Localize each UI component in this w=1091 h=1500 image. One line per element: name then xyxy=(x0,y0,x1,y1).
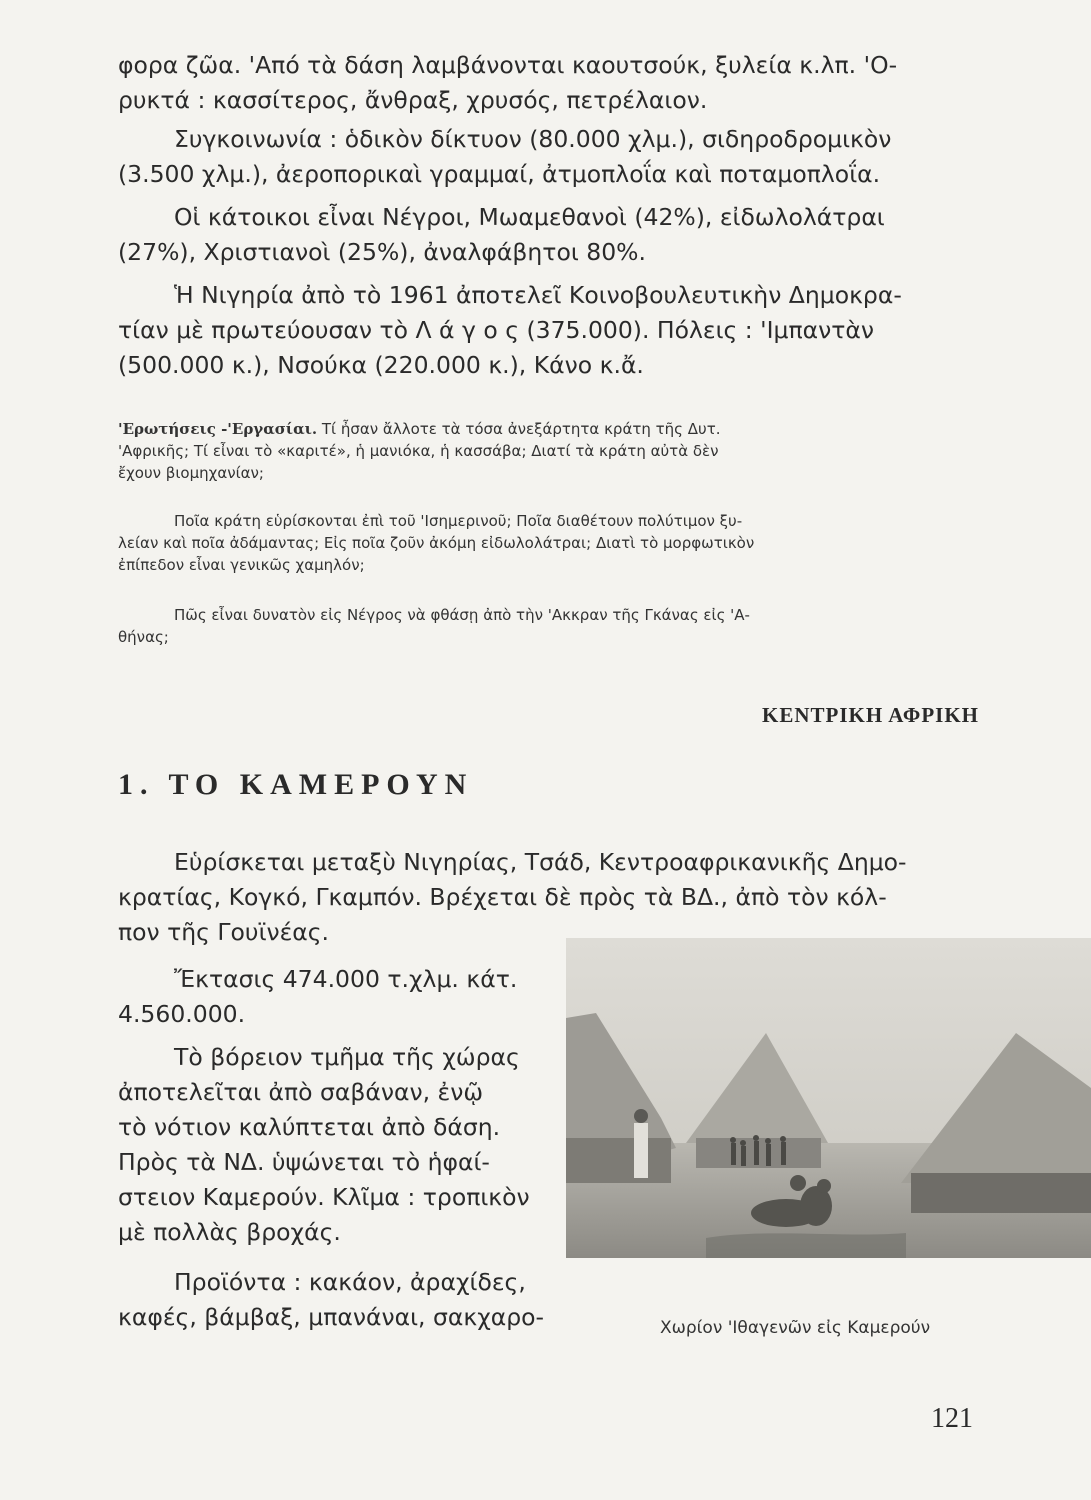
text-line xyxy=(118,418,978,440)
paragraph-area xyxy=(118,962,558,1032)
text-line: (3.500 χλμ.), ἀεροπορικαὶ γραμμαί, ἀτμοπλοΐα καὶ ποταμοπλοΐα. xyxy=(118,160,881,188)
text-line: 4.560.000. xyxy=(118,1000,246,1028)
text-line: φορα ζῶα. 'Από τὰ δάση λαμβάνονται καουτσούκ, ξυλεία κ.λπ. 'Ο- xyxy=(118,51,898,79)
text-line: Τὸ βόρειον τμῆμα τῆς χώρας xyxy=(174,1043,520,1071)
village-photo xyxy=(566,938,1091,1258)
text-line: θήνας; xyxy=(118,628,169,646)
text-line: πον τῆς Γουϊνέας. xyxy=(118,918,330,946)
section-heading: ΚΕΝΤΡΙΚΗ ΑΦΡΙΚΗ xyxy=(762,703,979,727)
text-line: Πρὸς τὰ ΝΔ. ὑψώνεται τὸ ἡφαί- xyxy=(118,1148,490,1176)
village-photo-illustration xyxy=(566,938,1091,1258)
text-line: μὲ πολλὰς βροχάς. xyxy=(118,1218,341,1246)
questions-paragraph-3 xyxy=(118,604,978,648)
paragraph-population xyxy=(118,200,975,270)
text-line: (500.000 κ.), Νσούκα (220.000 κ.), Κάνο κ.ἄ. xyxy=(118,351,644,379)
text-line: Πῶς εἶναι δυνατὸν εἰς Νέγρος νὰ φθάσῃ ἀπὸ τὴν 'Ακκραν τῆς Γκάνας εἰς 'Α- xyxy=(174,606,750,624)
text-line: Ἡ Νιγηρία ἀπὸ τὸ 1961 ἀποτελεῖ Κοινοβουλευτικὴν Δημοκρα- xyxy=(174,281,902,309)
right-hut-wall xyxy=(911,1173,1091,1213)
text-line: Εὑρίσκεται μεταξὺ Νιγηρίας, Τσάδ, Κεντροαφρικανικῆς Δημο- xyxy=(174,848,907,876)
text-line: Συγκοινωνία : ὁδικὸν δίκτυον (80.000 χλμ.), σιδηροδρομικὸν xyxy=(174,125,892,153)
paragraph-products xyxy=(118,1265,558,1335)
text-line: στειον Καμερούν. Κλῖμα : τροπικὸν xyxy=(118,1183,530,1211)
standing-figure xyxy=(634,1109,648,1178)
questions-paragraph-2 xyxy=(118,510,978,576)
text-line: καφές, βάμβαξ, μπανάναι, σακχαρο- xyxy=(118,1303,545,1331)
paragraph-government xyxy=(118,278,975,383)
text-line: Ποῖα κράτη εὑρίσκονται ἐπὶ τοῦ 'Ισημερινοῦ; Ποῖα διαθέτουν πολύτιμον ξυ- xyxy=(174,512,743,530)
left-hut-wall xyxy=(566,1138,671,1183)
questions-text: Τί ἦσαν ἄλλοτε τὰ τόσα ἀνεξάρτητα κράτη τῆς Δυτ. xyxy=(321,420,721,438)
page-number: 121 xyxy=(931,1403,973,1434)
text-line: ρυκτά : κασσίτερος, ἄνθραξ, χρυσός, πετρέλαιον. xyxy=(118,86,708,114)
text-line: τὸ νότιον καλύπτεται ἀπὸ δάση. xyxy=(118,1113,501,1141)
text-line: κρατίας, Κογκό, Γκαμπόν. Βρέχεται δὲ πρὸς τὰ ΒΔ., ἀπὸ τὸν κόλ- xyxy=(118,883,887,911)
questions-block xyxy=(118,418,978,484)
photo-caption: Χωρίον 'Ιθαγενῶν εἰς Καμερούν xyxy=(660,1318,931,1338)
text-line: Ἔκτασις 474.000 τ.χλμ. κάτ. xyxy=(174,965,518,993)
text-line: τίαν μὲ πρωτεύουσαν τὸ Λ ά γ ο ς (375.000). Πόλεις : 'Ιμπαντὰν xyxy=(118,316,875,344)
text-line: Οἱ κάτοικοι εἶναι Νέγροι, Μωαμεθανοὶ (42%), εἰδωλολάτραι xyxy=(174,203,885,231)
ground-shadow xyxy=(706,1233,906,1258)
text-line: Προϊόντα : κακάον, ἀραχίδες, xyxy=(174,1268,526,1296)
text-line: (27%), Χριστιανοὶ (25%), ἀναλφάβητοι 80%. xyxy=(118,238,646,266)
paragraph-geography xyxy=(118,1040,558,1250)
text-line: λείαν καὶ ποῖα ἀδάμαντας; Εἰς ποῖα ζοῦν ἀκόμη εἰδωλολάτραι; Διατὶ τὸ μορφωτικὸν xyxy=(118,534,755,552)
paragraph-minerals xyxy=(118,48,975,118)
paragraph-location xyxy=(118,845,978,950)
questions-heading: 'Ερωτήσεις -'Εργασίαι. xyxy=(118,420,318,438)
chapter-title: 1. ΤΟ ΚΑΜΕΡΟΥΝ xyxy=(118,768,474,801)
text-line: ἀποτελεῖται ἀπὸ σαβάναν, ἐνῷ xyxy=(118,1078,484,1106)
text-line: 'Αφρικῆς; Τί εἶναι τὸ «καριτέ», ἡ μανιόκα, ἡ κασσάβα; Διατί τὰ κράτη αὐτὰ δὲν xyxy=(118,442,719,460)
text-line: ἐπίπεδον εἶναι γενικῶς χαμηλόν; xyxy=(118,556,365,574)
text-line: ἔχουν βιομηχανίαν; xyxy=(118,464,264,482)
paragraph-transport xyxy=(118,122,975,192)
